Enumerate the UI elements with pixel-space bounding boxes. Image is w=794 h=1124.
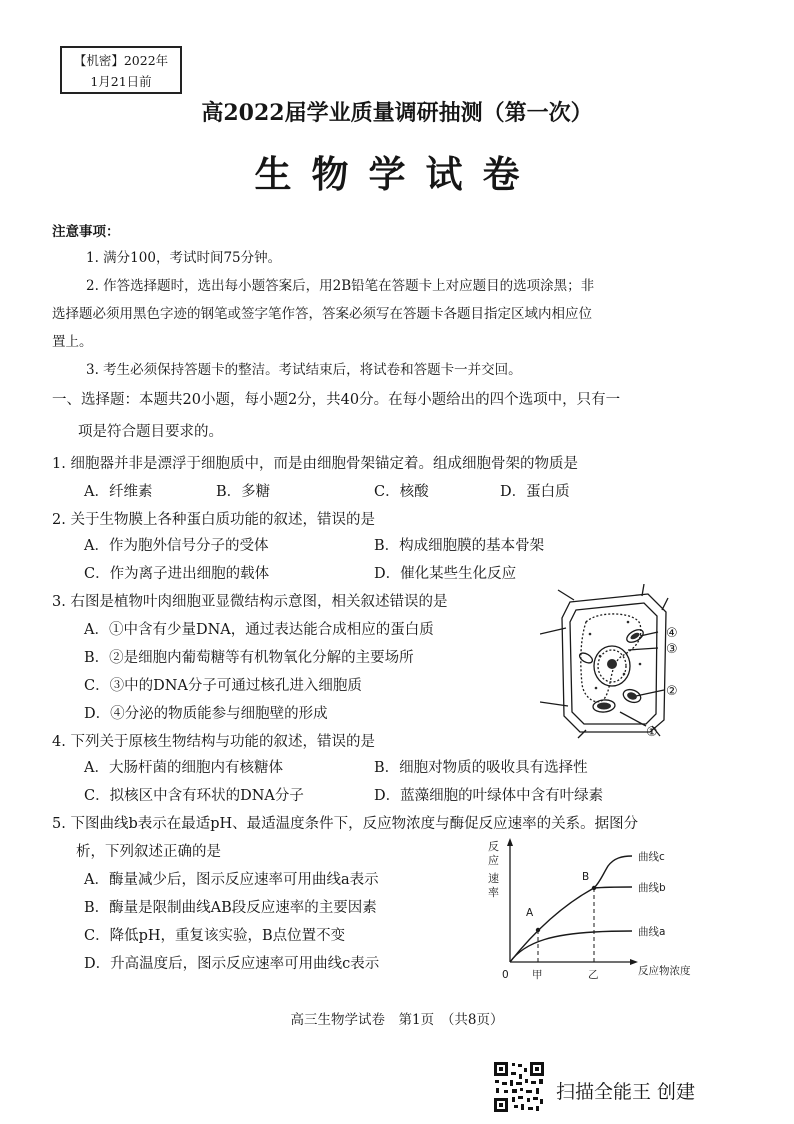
series-label-a: 曲线a [638,926,666,938]
q5-option-d: D．升高温度后，图示反应速率可用曲线c表示 [84,956,380,972]
q3-option-c: C．③中的DNA分子可通过核孔进入细胞质 [84,678,362,694]
stamp-line1: 【机密】2022年 [73,53,169,68]
q3-option-a: A．①中含有少量DNA，通过表达能合成相应的蛋白质 [84,622,434,638]
scanner-brand: 扫描全能王 创建 [556,1081,696,1103]
stamp-line2: 1月21日前 [90,74,152,89]
q3-stem: 3. 右图是植物叶肉细胞亚显微结构示意图，相关叙述错误的是 [52,594,448,610]
diagram-label-1: ① [646,725,658,740]
point-b-label: B [582,871,590,883]
q5-stem-line1: 5. 下图曲线b表示在最适pH、最适温度条件下，反应物浓度与酶促反应速率的关系。据图分 [52,816,639,832]
q5-option-b: B．酶量是限制曲线AB段反应速率的主要因素 [84,900,377,916]
y-axis-arrow [507,838,513,846]
section1-line1: 一、选择题：本题共20小题，每小题2分，共40分。在每小题给出的四个选项中，只有一 [52,392,621,408]
x-axis-arrow [630,959,638,965]
q2-option-d: D．催化某些生化反应 [374,566,517,582]
q2-option-b: B．构成细胞膜的基本骨架 [374,538,545,554]
q1-option-a: A．纤维素 [84,484,153,500]
qr-code-icon [492,1060,546,1114]
page-footer: 高三生物学试卷 第1页 （共8页） [290,1012,504,1028]
plant-cell-diagram [540,584,700,744]
notice-heading: 注意事项： [52,224,120,240]
q2-stem: 2. 关于生物膜上各种蛋白质功能的叙述，错误的是 [52,512,375,528]
section1-line2: 项是符合题目要求的。 [78,424,223,440]
y-axis-label [488,840,499,899]
series-label-b: 曲线b [638,882,666,894]
notice-item2-line3: 置上。 [52,334,93,350]
y-label-char-2: 应 [488,854,499,867]
enzyme-rate-chart [482,836,704,984]
q1-option-d: D．蛋白质 [500,484,570,500]
point-b-marker [592,886,596,890]
y-label-char-3: 速 [488,872,499,885]
notice-item2-line1: 2. 作答选择题时，选出每小题答案后，用2B铅笔在答题卡上对应题目的选项涂黑；非 [86,278,595,294]
notice-item3: 3. 考生必须保持答题卡的整洁。考试结束后，将试卷和答题卡一并交回。 [86,362,522,378]
y-label-char-4: 率 [488,886,499,899]
q1-stem: 1. 细胞器并非是漂浮于细胞质中，而是由细胞骨架锚定着。组成细胞骨架的物质是 [52,456,578,472]
exam-title: 高2022届学业质量调研抽测（第一次） [201,100,593,126]
origin-label: 0 [502,969,509,981]
notice-item2-line2: 选择题必须用黑色字迹的钢笔或签字笔作答，答案必须写在答题卡各题目指定区域内相应位 [52,306,592,322]
notice-item1: 1. 满分100，考试时间75分钟。 [86,250,282,266]
q4-option-d: D．蓝藻细胞的叶绿体中含有叶绿素 [374,788,604,804]
q4-stem: 4. 下列关于原核生物结构与功能的叙述，错误的是 [52,734,375,750]
q5-option-c: C．降低pH，重复该实验，B点位置不变 [84,928,346,944]
q5-stem-line2: 析，下列叙述正确的是 [76,844,221,860]
confidential-stamp [60,46,182,94]
diagram-label-2: ② [666,684,678,699]
x-mark-yi: 乙 [588,969,599,981]
x-mark-jia: 甲 [532,969,543,981]
diagram-label-4: ④ [666,626,678,641]
q4-option-b: B．细胞对物质的吸收具有选择性 [374,760,588,776]
q5-option-a: A．酶量减少后，图示反应速率可用曲线a表示 [84,872,379,888]
q3-option-d: D．④分泌的物质能参与细胞壁的形成 [84,706,328,722]
q3-option-b: B．②是细胞内葡萄糖等有机物氧化分解的主要场所 [84,650,414,666]
curve-b [594,887,632,888]
q2-option-c: C．作为离子进出细胞的载体 [84,566,270,582]
q1-option-c: C．核酸 [374,484,429,500]
diagram-label-3: ③ [666,642,678,657]
q2-option-a: A．作为胞外信号分子的受体 [84,538,269,554]
curve-a [510,931,632,962]
series-label-c: 曲线c [638,851,665,863]
subject-title: 生物学试卷 [254,152,540,196]
q4-option-c: C．拟核区中含有环状的DNA分子 [84,788,304,804]
point-a-label: A [526,907,534,919]
point-a-marker [536,928,540,932]
q4-option-a: A．大肠杆菌的细胞内有核糖体 [84,760,283,776]
x-axis-label: 反应物浓度 [638,965,691,977]
q1-option-b: B．多糖 [216,484,271,500]
y-label-char-1: 反 [488,840,499,853]
